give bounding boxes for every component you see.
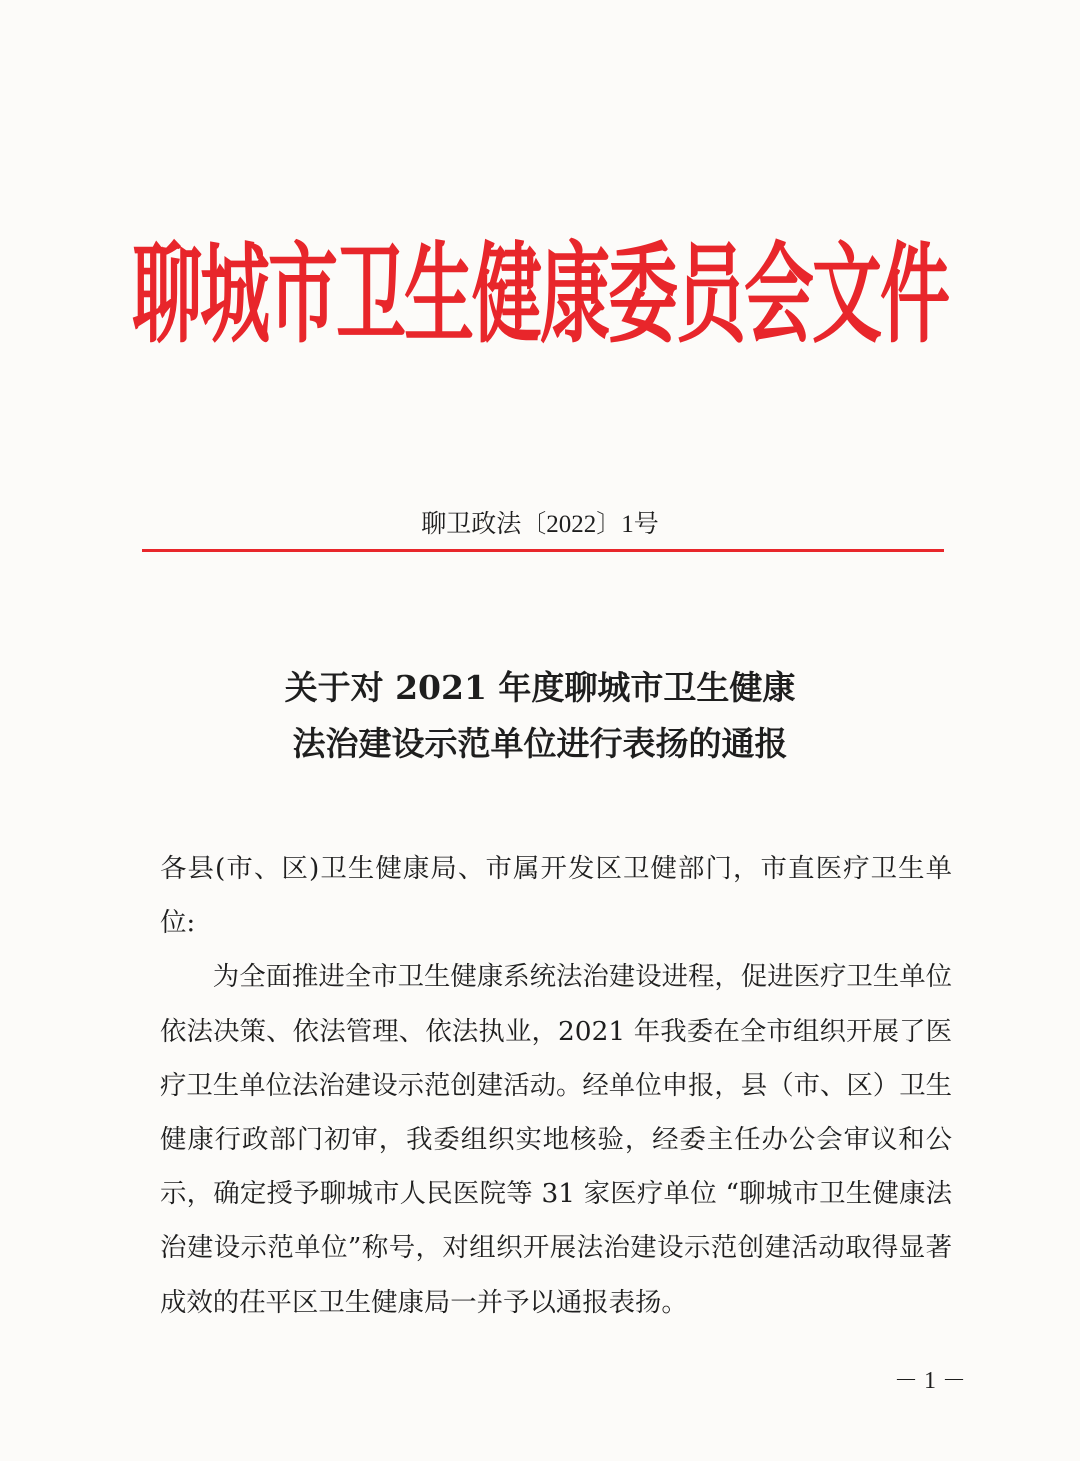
notice-title-line-2: 法治建设示范单位进行表扬的通报 xyxy=(292,724,788,763)
document-number: 聊卫政法〔2022〕1号 xyxy=(421,511,659,538)
body-paragraph: 为全面推进全市卫生健康系统法治建设进程，促进医疗卫生单位依法决策、依法管理、依法执业，2021 年我委在全市组织开展了医疗卫生单位法治建设示范创建活动。经单位申报，县（市、区）卫生健康行政部门初审，我委组织实地核验，经委主任办公会审议和公示，确定授予聊城市人民医院等 31 家医疗单位 “聊城市卫生健康法治建设示范单位”称号，对组织开展法治建设示范创建活动取得显著成效的茌平区卫生健康局一并予以通报表扬。 xyxy=(160,961,952,1318)
notice-body xyxy=(160,842,952,1330)
salutation: 各县(市、区)卫生健康局、市属开发区卫健部门，市直医疗卫生单位: xyxy=(160,853,952,939)
notice-title-line-1: 关于对 2021 年度聊城市卫生健康 xyxy=(284,668,796,707)
page-number: － 1 － xyxy=(894,1368,966,1394)
red-divider-line xyxy=(142,549,944,552)
masthead-title: 聊城市卫生健康委员会文件 xyxy=(132,229,948,359)
notice-title xyxy=(130,660,950,772)
